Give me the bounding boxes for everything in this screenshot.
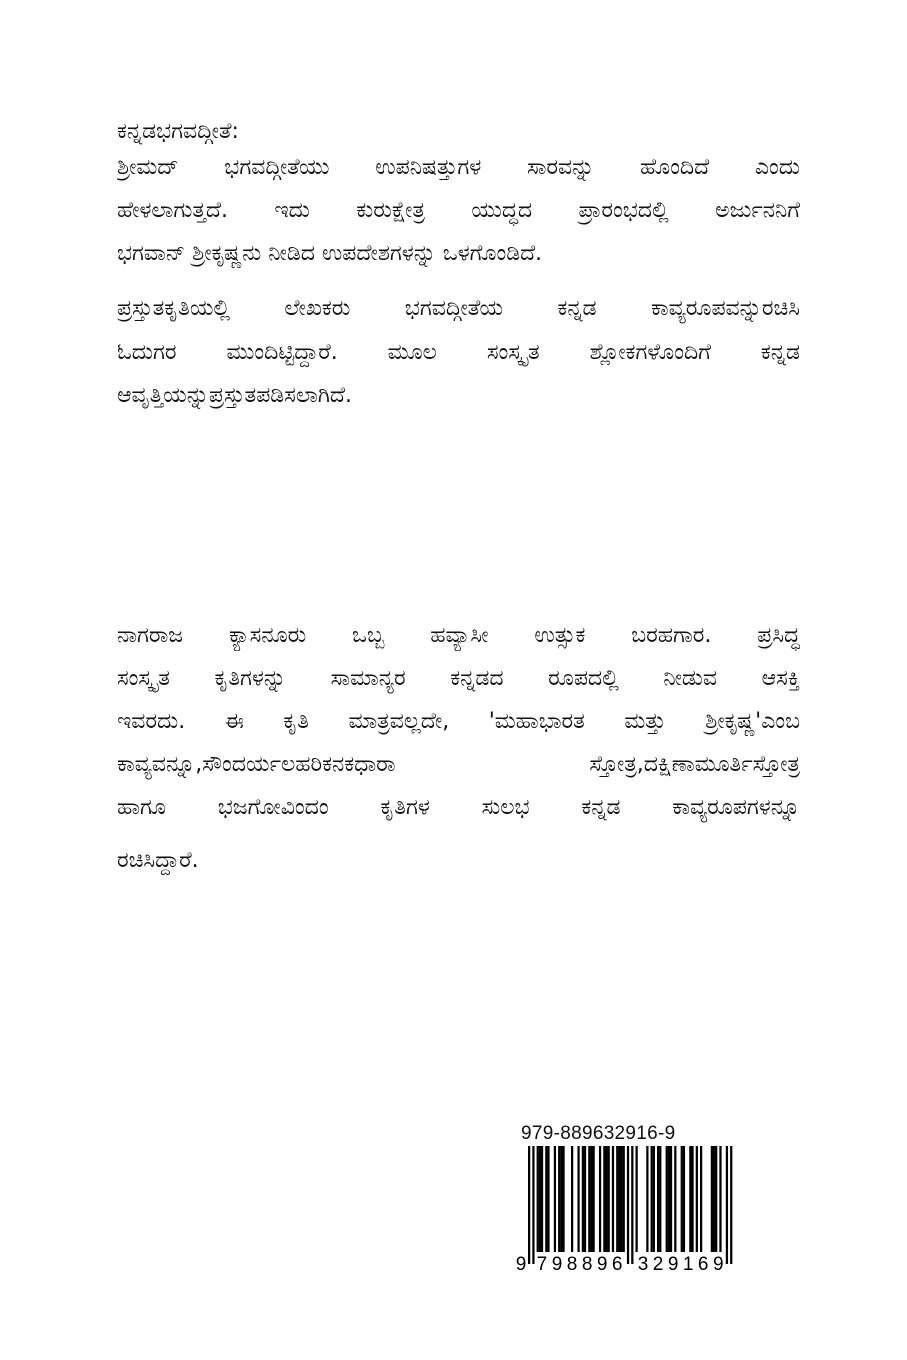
- text-line: ರಚಿಸಿದ್ದಾರೆ.: [117, 848, 199, 873]
- barcode-digit: 9: [712, 1254, 724, 1274]
- barcode-bar: [659, 1146, 661, 1252]
- barcode-bar: [674, 1146, 676, 1252]
- barcode-bar: [719, 1146, 721, 1252]
- barcode-bar: [590, 1146, 592, 1252]
- barcode-bar: [545, 1146, 547, 1252]
- barcode-bar: [691, 1146, 693, 1252]
- barcode-bar: [605, 1146, 607, 1252]
- text-line: ಶ್ರೀಮದ್ ಭಗವದ್ಗೀತೆಯು ಉಪನಿಷತ್ತುಗಳ ಸಾರವನ್ನು ಹೊಂದಿದೆ ಎಂದು: [117, 155, 800, 180]
- barcode-bar: [616, 1146, 618, 1252]
- barcode-bar: [730, 1146, 732, 1264]
- barcode-digit: 3: [637, 1254, 649, 1274]
- barcode-bar: [696, 1146, 698, 1252]
- barcode-bar: [670, 1146, 672, 1252]
- barcode-digit: 9: [667, 1254, 679, 1274]
- barcode-digit: 8: [581, 1254, 593, 1274]
- barcode-digit: 2: [652, 1254, 664, 1274]
- barcode: [514, 1124, 746, 1274]
- barcode-bar: [593, 1146, 595, 1252]
- text-line: ಇವರದು. ಈ ಕೃತಿ ಮಾತ್ರವಲ್ಲದೇ, 'ಮಹಾಭಾರತ ಮತ್ತು ಶ್ರೀಕೃಷ್ಣ'ಎಂಬ: [117, 709, 800, 734]
- barcode-digit: 9: [551, 1254, 563, 1274]
- barcode-bar: [666, 1146, 668, 1252]
- text-line: ಕಾವ್ಯವನ್ನೂ,ಸೌಂದರ್ಯಲಹರಿಕನಕಧಾರಾ ಸ್ತೋತ್ರ,ದಕ್ಷಿಣಾಮೂರ್ತಿಸ್ತೋತ್ರ: [117, 752, 800, 777]
- barcode-bar: [668, 1146, 670, 1252]
- barcode-bar: [554, 1146, 556, 1252]
- text-line: ಭಗವಾನ್ ಶ್ರೀಕೃಷ್ಣನು ನೀಡಿದ ಉಪದೇಶಗಳನ್ನು ಒಳಗೊಂಡಿದೆ.: [117, 241, 543, 266]
- barcode-bar: [562, 1146, 564, 1252]
- text-line: ಹಾಗೂ ಭಜಗೋವಿಂದಂ ಕೃತಿಗಳ ಸುಲಭ ಕನ್ನಡ ಕಾವ್ಯರೂಪಗಳನ್ನೂ: [117, 795, 800, 820]
- barcode-bar: [683, 1146, 685, 1252]
- barcode-bar: [681, 1146, 683, 1252]
- barcode-bar: [599, 1146, 601, 1252]
- barcode-bar: [584, 1146, 586, 1252]
- text-line: ನಾಗರಾಜ ಕ್ಯಾಸನೂರು ಒಬ್ಬ ಹವ್ಯಾಸೀ ಉತ್ಸುಕ ಬರಹಗಾರ. ಪ್ರಸಿದ್ಧ: [117, 623, 800, 648]
- barcode-bar: [726, 1146, 728, 1264]
- text-line: ಪ್ರಸ್ತುತಕೃತಿಯಲ್ಲಿ ಲೇಖಕರು ಭಗವದ್ಗೀತೆಯ ಕನ್ನಡ ಕಾವ್ಯರೂಪವನ್ನುರಚಿಸಿ: [117, 296, 800, 321]
- barcode-bar: [620, 1146, 622, 1252]
- barcode-bar: [608, 1146, 610, 1252]
- barcode-bar: [588, 1146, 590, 1252]
- barcode-bar: [612, 1146, 614, 1252]
- barcode-bar: [631, 1146, 633, 1264]
- isbn-label: 979-889632916-9: [521, 1123, 676, 1144]
- barcode-bar: [700, 1146, 702, 1252]
- text-line: ಹೇಳಲಾಗುತ್ತದೆ. ಇದು ಕುರುಕ್ಷೇತ್ರ ಯುದ್ಧದ ಪ್ರಾರಂಭದಲ್ಲಿ ಅರ್ಜುನನಿಗೆ: [117, 198, 800, 223]
- barcode-digit: 7: [536, 1254, 548, 1274]
- text-line: ಆವೃತ್ತಿಯನ್ನುಪ್ರಸ್ತುತಪಡಿಸಲಾಗಿದೆ.: [117, 383, 352, 408]
- barcode-bar: [713, 1146, 715, 1252]
- barcode-digit: 8: [566, 1254, 578, 1274]
- barcode-bar: [558, 1146, 560, 1252]
- barcode-bar: [646, 1146, 648, 1252]
- barcode-bar: [603, 1146, 605, 1252]
- barcode-bar: [571, 1146, 573, 1252]
- barcode-bar: [582, 1146, 584, 1252]
- barcode-digit: 9: [596, 1254, 608, 1274]
- barcode-bar: [711, 1146, 713, 1252]
- barcode-bar: [528, 1146, 530, 1264]
- barcode-bar: [657, 1146, 659, 1252]
- text-line: ಓದುಗರ ಮುಂದಿಟ್ಟಿದ್ದಾರೆ. ಮೂಲ ಸಂಸ್ಕೃತ ಶ್ಲೋಕಗಳೊಂದಿಗೆ ಕನ್ನಡ: [117, 340, 800, 365]
- barcode-bar: [627, 1146, 629, 1264]
- barcode-bar: [651, 1146, 653, 1252]
- barcode-bar: [715, 1146, 717, 1252]
- barcode-bar: [532, 1146, 534, 1264]
- barcode-digit: 6: [697, 1254, 709, 1274]
- barcode-bar: [689, 1146, 691, 1252]
- barcode-bar: [623, 1146, 625, 1252]
- barcode-digit: 1: [682, 1254, 694, 1274]
- barcode-bar: [539, 1146, 541, 1252]
- barcode-bar: [618, 1146, 620, 1252]
- barcode-digit: 9: [515, 1254, 527, 1274]
- title: ಕನ್ನಡಭಗವದ್ಗೀತೆ:: [117, 119, 239, 144]
- barcode-bar: [653, 1146, 655, 1252]
- barcode-bar: [547, 1146, 549, 1252]
- barcode-bar: [560, 1146, 562, 1252]
- text-line: ಸಂಸ್ಕೃತ ಕೃತಿಗಳನ್ನು ಸಾಮಾನ್ಯರ ಕನ್ನಡದ ರೂಪದಲ್ಲಿ ನೀಡುವ ಆಸಕ್ತಿ: [117, 666, 800, 691]
- barcode-bar: [537, 1146, 539, 1252]
- barcode-bar: [541, 1146, 543, 1252]
- barcode-digit: 6: [611, 1254, 623, 1274]
- barcode-bar: [577, 1146, 579, 1252]
- barcode-bar: [636, 1146, 638, 1252]
